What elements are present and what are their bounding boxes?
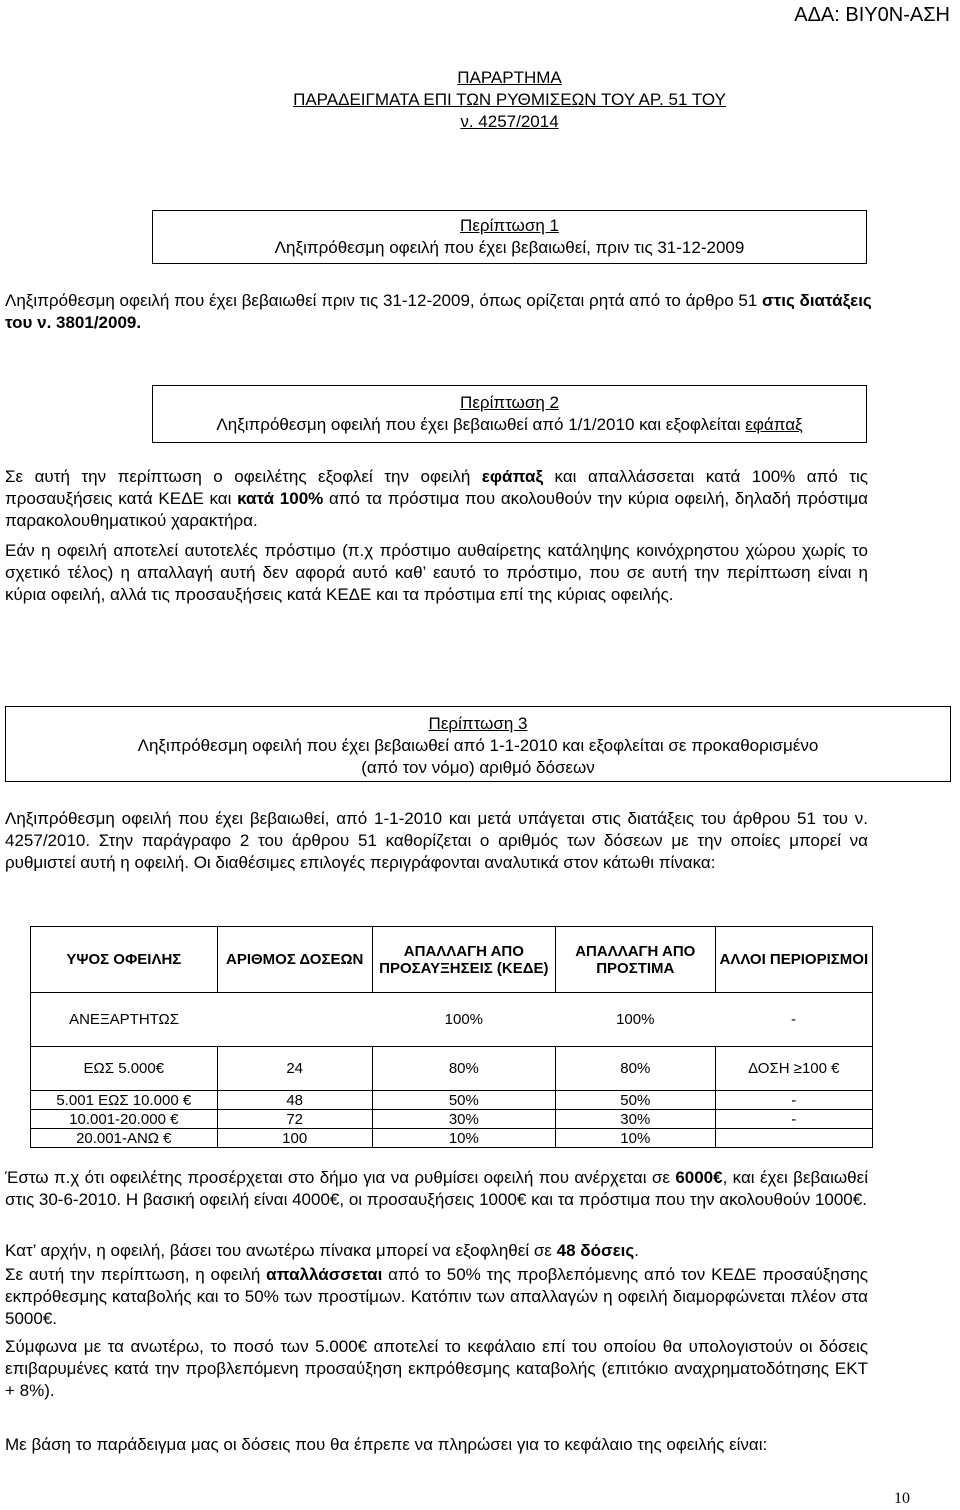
case1-body-bold: στις διατάξεις του ν. 3801/2009.: [5, 291, 872, 332]
annex-subtitle-line2: ν. 4257/2014: [460, 112, 559, 131]
table-cell: 10%: [555, 1129, 715, 1148]
header-fine-exemption: ΑΠΑΛΛΑΓΗ ΑΠΟ ΠΡΟΣΤΙΜΑ: [555, 927, 715, 993]
example-p1-text-a: Έστω π.χ ότι οφειλέτης προσέρχεται στο δήμο για να ρυθμίσει οφειλή που ανέρχεται σε: [5, 1168, 676, 1187]
example-p3-text-b: από το 50% της προβλεπόμενης από τον ΚΕΔΕ προσαύξησης εκπρόθεσμης καταβολής και το 50% των προστίμων. Κατόπιν των απαλλαγών η οφειλή διαμορφώνεται πλέον στα 5000€.: [5, 1265, 868, 1328]
case2-desc-text: Ληξιπρόθεσμη οφειλή που έχει βεβαιωθεί από 1/1/2010 και εξοφλείται: [216, 415, 746, 434]
table-cell: 100%: [372, 993, 555, 1047]
table-cell: 10%: [372, 1129, 555, 1148]
case2-paragraph-1: [5, 466, 868, 532]
table-cell: 100: [217, 1129, 372, 1148]
page-number: 10: [894, 1490, 910, 1507]
table-row: [31, 1091, 873, 1110]
case2-p1-text-a: Σε αυτή την περίπτωση ο οφειλέτης εξοφλεί την οφειλή: [5, 467, 482, 486]
case2-p1-bold-b: κατά 100%: [237, 489, 324, 508]
annex-title-block: [152, 67, 867, 133]
table-cell: ΑΝΕΞΑΡΤΗΤΩΣ: [31, 993, 218, 1047]
case3-body: Ληξιπρόθεσμη οφειλή που έχει βεβαιωθεί, από 1-1-2010 και μετά υπάγεται στις διατάξεις του άρθρου 51 του ν. 4257/2010. Στην παράγραφο 2 του άρθρου 51 καθορίζεται ο αριθμός των δόσεων με την οποίες μπορεί να ρυθμιστεί αυτή η οφειλή. Οι διαθέσιμες επιλογές περιγράφονται αναλυτικά στον κάτωθι πίνακα:: [5, 809, 868, 872]
table-row: [31, 993, 873, 1047]
case3-box: [5, 706, 951, 782]
table-cell: 48: [217, 1091, 372, 1110]
example-p3-text-a: Σε αυτή την περίπτωση, η οφειλή: [5, 1265, 267, 1284]
case1-description: Ληξιπρόθεσμη οφειλή που έχει βεβαιωθεί, πριν τις 31-12-2009: [274, 238, 745, 257]
table-row: [31, 1129, 873, 1148]
example-p1-bold: 6000€: [675, 1168, 723, 1187]
case1-box: [152, 210, 867, 264]
table-cell: 80%: [372, 1047, 555, 1091]
table-cell: [217, 993, 372, 1047]
table-cell: [715, 1129, 872, 1148]
case1-body-text: Ληξιπρόθεσμη οφειλή που έχει βεβαιωθεί πριν τις 31-12-2009, όπως ορίζεται ρητά από το άρθρο 51: [5, 291, 763, 310]
case3-description-line2: (από τον νόμο) αριθμό δόσεων: [361, 758, 595, 777]
case2-desc-underlined: εφάπαξ: [745, 415, 803, 434]
example-paragraph-4: Σύμφωνα με τα ανωτέρω, το ποσό των 5.000€ αποτελεί το κεφάλαιο επί του οποίου θα υπολογιστούν οι δόσεις επιβαρυμένες κατά την προβλεπόμενη προσαύξηση εκπρόθεσμης καταβολής (επιτόκιο αναχρηματοδότησης ΕΚΤ + 8%).: [5, 1337, 868, 1400]
table-cell: 50%: [555, 1091, 715, 1110]
case2-paragraph-2: Εάν η οφειλή αποτελεί αυτοτελές πρόστιμο (π.χ πρόστιμο αυθαίρετης κατάληψης κοινόχρηστου χώρου χωρίς το σχετικό τέλος) η απαλλαγή αυτή δεν αφορά αυτό καθ’ εαυτό το πρόστιμο, που σε αυτή την περίπτωση είναι η κύρια οφειλή, αλλά τις προσαυξήσεις κατά ΚΕΔΕ και τα πρόστιμα επί της κύριας οφειλής.: [5, 541, 868, 604]
case3-title: Περίπτωση 3: [428, 714, 528, 733]
table-row: [31, 1047, 873, 1091]
case2-p1-text-c: από τα πρόστιμα που ακολουθούν την κύρια οφειλή, δηλαδή πρόστιμα παρακολουθηματικού χαρακτήρα.: [5, 489, 868, 530]
case2-p1-bold-a: εφάπαξ: [481, 467, 544, 486]
table-cell: 24: [217, 1047, 372, 1091]
table-cell: 50%: [372, 1091, 555, 1110]
case2-title: Περίπτωση 2: [460, 393, 559, 412]
case1-title: Περίπτωση 1: [460, 216, 559, 235]
example-p2-text-b: .: [634, 1241, 639, 1260]
table-cell: 80%: [555, 1047, 715, 1091]
table-header-row: [31, 927, 873, 993]
example-p2-bold: 48 δόσεις: [556, 1241, 635, 1260]
table-cell: 30%: [555, 1110, 715, 1129]
document-code: ΑΔΑ: ΒΙΥ0Ν-ΑΣΗ: [794, 4, 950, 26]
case2-p1-text-b: και απαλλάσσεται κατά 100% από τις προσαυξήσεις κατά ΚΕΔΕ και: [5, 467, 868, 508]
table-cell: 72: [217, 1110, 372, 1129]
example-p2-text-a: Κατ’ αρχήν, η οφειλή, βάσει του ανωτέρω πίνακα μπορεί να εξοφληθεί σε: [5, 1241, 557, 1260]
header-surcharge-exemption: ΑΠΑΛΛΑΓΗ ΑΠΟ ΠΡΟΣΑΥΞΗΣΕΙΣ (ΚΕΔΕ): [372, 927, 555, 993]
case2-description: [153, 414, 866, 436]
case3-description-line1: Ληξιπρόθεσμη οφειλή που έχει βεβαιωθεί από 1-1-2010 και εξοφλείται σε προκαθορισμένο: [137, 736, 819, 755]
example-paragraph-2: [5, 1240, 868, 1262]
case1-body: [5, 290, 873, 334]
installments-table: [30, 926, 873, 1148]
header-amount: ΥΨΟΣ ΟΦΕΙΛΗΣ: [31, 927, 218, 993]
table-cell: ΕΩΣ 5.000€: [31, 1047, 218, 1091]
example-paragraph-1: [5, 1167, 868, 1211]
case2-box: [152, 385, 867, 443]
table-cell: -: [715, 1091, 872, 1110]
example-p1-text-b: , και έχει βεβαιωθεί στις 30-6-2010. Η βασική οφειλή είναι 4000€, οι προσαυξήσεις 1000€ και τα πρόστιμα που την ακολουθούν 1000€.: [5, 1168, 868, 1209]
table-cell: 5.001 ΕΩΣ 10.000 €: [31, 1091, 218, 1110]
table-cell: -: [715, 1110, 872, 1129]
annex-subtitle-line1: ΠΑΡΑΔΕΙΓΜΑΤΑ ΕΠΙ ΤΩΝ ΡΥΘΜΙΣΕΩΝ ΤΟΥ ΑΡ. 51 ΤΟΥ: [293, 90, 726, 109]
table-cell: 100%: [555, 993, 715, 1047]
annex-title: ΠΑΡΑΡΤΗΜΑ: [457, 68, 562, 87]
example-p3-bold: απαλλάσσεται: [266, 1265, 383, 1284]
table-cell: 20.001-ΑΝΩ €: [31, 1129, 218, 1148]
header-installments: ΑΡΙΘΜΟΣ ΔΟΣΕΩΝ: [217, 927, 372, 993]
example-paragraph-5: Με βάση το παράδειγμα μας οι δόσεις που θα έπρεπε να πληρώσει για το κεφάλαιο της οφειλής είναι:: [5, 1435, 768, 1454]
table-cell: ΔΟΣΗ ≥100 €: [715, 1047, 872, 1091]
table-row: [31, 1110, 873, 1129]
table-cell: 10.001-20.000 €: [31, 1110, 218, 1129]
header-other-limits: ΑΛΛΟΙ ΠΕΡΙΟΡΙΣΜΟΙ: [715, 927, 872, 993]
table-cell: 30%: [372, 1110, 555, 1129]
table-cell: -: [715, 993, 872, 1047]
example-paragraph-3: [5, 1264, 868, 1330]
